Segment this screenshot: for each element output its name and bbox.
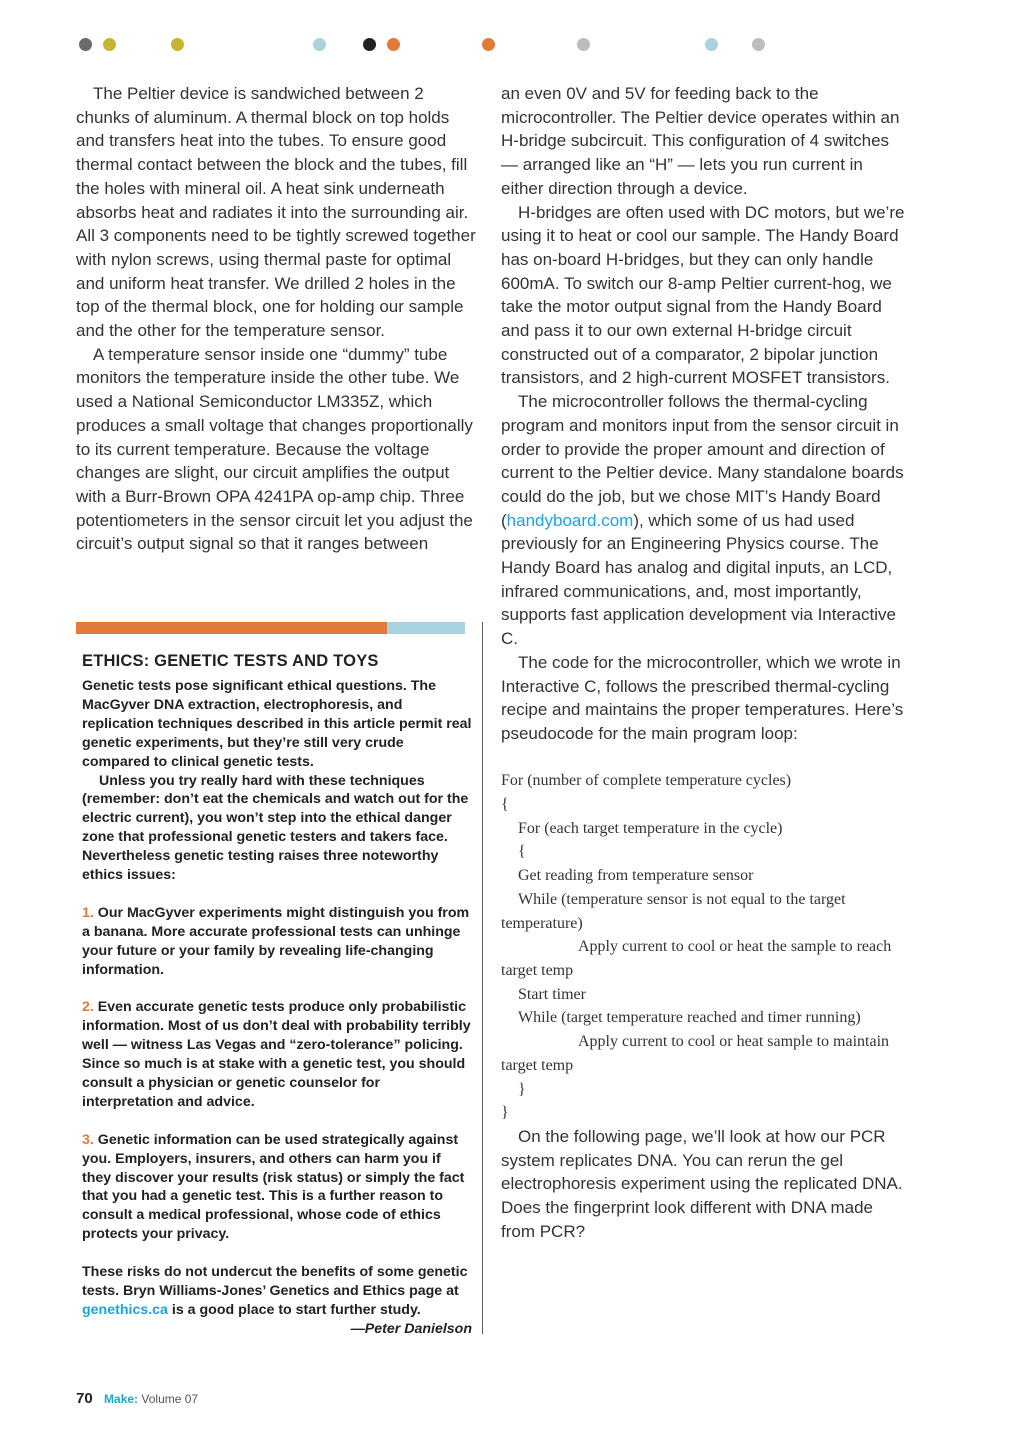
code-line-14: }: [518, 1080, 526, 1098]
code-line-4: {: [518, 843, 526, 861]
sidebar-item-3: [82, 1131, 472, 1244]
genethics-link[interactable]: genethics.ca: [82, 1301, 168, 1318]
header-dot-row: [0, 38, 1024, 54]
dot-10: [752, 38, 765, 51]
dot-8: [577, 38, 590, 51]
code-line-12: Apply current to cool or heat sample to maintain: [578, 1033, 890, 1051]
ethics-sidebar: [82, 652, 472, 1339]
magazine-brand: Make:: [104, 1392, 139, 1406]
sidebar-item-3-number: 3.: [82, 1131, 94, 1148]
dot-7: [482, 38, 495, 51]
right-paragraph-3-text: The microcontroller follows the thermal-cycling program and monitors input from the sensor circuit in order to provide the proper amount and direction of current to the Peltier device. Many standalone boards could do the job, but we chose MIT’s Handy Board (: [501, 392, 904, 530]
sidebar-item-2: [82, 998, 472, 1111]
sidebar-item-3-text: Genetic information can be used strategically against you. Employers, insurers, and others can harm you if they discover your results (risk status) or simply the fact that you had a genetic test. This is a further reason to consult a medical professional, whose code of ethics protects your privacy.: [82, 1131, 465, 1243]
code-line-3: For (each target temperature in the cycle): [518, 819, 783, 837]
code-line-9: target temp: [501, 962, 574, 979]
dot-5: [363, 38, 376, 51]
dot-4: [313, 38, 326, 51]
right-paragraph-1: an even 0V and 5V for feeding back to the microcontroller. The Peltier device operates within an H-bridge subcircuit. This configuration of 4 switches — arranged like an “H” — lets you run current in either direction through a device.: [501, 84, 900, 198]
sidebar-bar-orange: [76, 622, 387, 634]
sidebar-title: ETHICS: GENETIC TESTS AND TOYS: [82, 652, 379, 670]
dot-2: [103, 38, 116, 51]
right-paragraph-2: H-bridges are often used with DC motors, but we’re using it to heat or cool our sample. The Handy Board has on-board H-bridges, but they can only handle 600mA. To switch our 8-amp Peltier current-hog, we take the motor output signal from the Handy Board and pass it to our own external H-bridge circuit constructed out of a comparator, 2 bipolar junction transistors, and 2 high-current MOSFET transistors.: [501, 202, 905, 388]
handyboard-link[interactable]: handyboard.com: [506, 510, 634, 530]
code-line-1: For (number of complete temperature cycles): [501, 772, 792, 790]
sidebar-closing-text-end: is a good place to start further study.: [167, 1301, 421, 1318]
sidebar-item-1: [82, 904, 472, 980]
dot-1: [79, 38, 92, 51]
left-article-column: [76, 82, 480, 556]
right-article-column: [501, 82, 905, 1243]
page-footer: [76, 1390, 198, 1407]
left-paragraph-2: A temperature sensor inside one “dummy” tube monitors the temperature inside the other tube. We used a National Semiconductor LM335Z, which produces a small voltage that changes proportionally to its current temperature. Because the voltage changes are slight, our circuit amplifies the output with a Burr-Brown OPA 4241PA op-amp chip. Three potentiometers in the sensor circuit let you adjust the circuit’s output signal so that it ranges between: [76, 344, 473, 554]
code-line-2: {: [501, 796, 509, 814]
sidebar-closing: [82, 1263, 472, 1337]
left-paragraph-1: The Peltier device is sandwiched between 2 chunks of aluminum. A thermal block on top holds and transfers heat into the tubes. To ensure good thermal contact between the block and the tubes, fill the holes with mineral oil. A heat sink underneath absorbs heat and radiates it into the surrounding air. All 3 components need to be tightly screwed together with nylon screws, using thermal paste for optimal and uniform heat transfer. We drilled 2 holes in the top of the thermal block, one for holding our sample and the other for the temperature sensor.: [76, 84, 476, 341]
column-divider: [482, 622, 483, 1334]
right-paragraph-3-text-end: ), which some of us had used previously for an Engineering Physics course. The Handy Board has analog and digital inputs, an LCD, infrared communications, and, most importantly, supports fast application development via Interactive C.: [501, 510, 897, 649]
code-line-7: temperature): [501, 914, 583, 932]
sidebar-bar-blue: [387, 622, 465, 634]
sidebar-intro-1: Genetic tests pose significant ethical questions. The MacGyver DNA extraction, electrophoresis, and replication techniques described in this article permit real genetic experiments, but they’re still very crude compared to clinical genetic tests.: [82, 678, 472, 770]
right-paragraph-4: The code for the microcontroller, which we wrote in Interactive C, follows the prescribed thermal-cycling recipe and maintains the proper temperatures. Here’s pseudocode for the main program loop:: [501, 652, 904, 743]
right-paragraph-3: [501, 390, 905, 651]
code-line-15: }: [501, 1104, 509, 1122]
code-line-5: Get reading from temperature sensor: [518, 867, 754, 885]
dot-3: [171, 38, 184, 51]
code-line-8: Apply current to cool or heat the sample to reach: [578, 938, 892, 956]
pseudocode-block: [501, 769, 905, 1125]
sidebar-item-2-text: Even accurate genetic tests produce only probabilistic information. Most of us don’t deal with probability terribly well — witness Las Vegas and “zero-tolerance” policing. Since so much is at stake with a genetic test, you should consult a physician or genetic counselor for interpretation and advice.: [82, 999, 471, 1110]
sidebar-signature: —Peter Danielson: [350, 1320, 472, 1337]
code-line-11: While (target temperature reached and timer running): [518, 1009, 861, 1027]
dot-6: [387, 38, 400, 51]
code-line-10: Start timer: [518, 985, 586, 1003]
volume-label: Volume 07: [141, 1392, 199, 1406]
dot-9: [705, 38, 718, 51]
sidebar-item-2-number: 2.: [82, 999, 94, 1016]
code-line-6: While (temperature sensor is not equal to the target: [518, 890, 846, 908]
page-number: 70: [76, 1390, 93, 1407]
code-line-13: target temp: [501, 1056, 574, 1074]
sidebar-item-1-text: Our MacGyver experiments might distinguish you from a banana. More accurate professional tests can unhinge your future or your family by revealing life-changing information.: [82, 904, 470, 978]
sidebar-color-bar: [76, 622, 465, 634]
right-paragraph-5: On the following page, we’ll look at how our PCR system replicates DNA. You can rerun the gel electrophoresis experiment using the replicated DNA. Does the fingerprint look different with DNA made from PCR?: [501, 1126, 903, 1241]
sidebar-item-1-number: 1.: [82, 904, 94, 921]
sidebar-intro-2: Unless you try really hard with these techniques (remember: don’t eat the chemicals and watch out for the electric current), you won’t step into the ethical danger zone that professional genetic testers and takers face. Nevertheless genetic testing raises three noteworthy ethics issues:: [82, 772, 469, 884]
sidebar-closing-text: These risks do not undercut the benefits of some genetic tests. Bryn Williams-Jones’ Genetics and Ethics page at: [82, 1264, 468, 1299]
